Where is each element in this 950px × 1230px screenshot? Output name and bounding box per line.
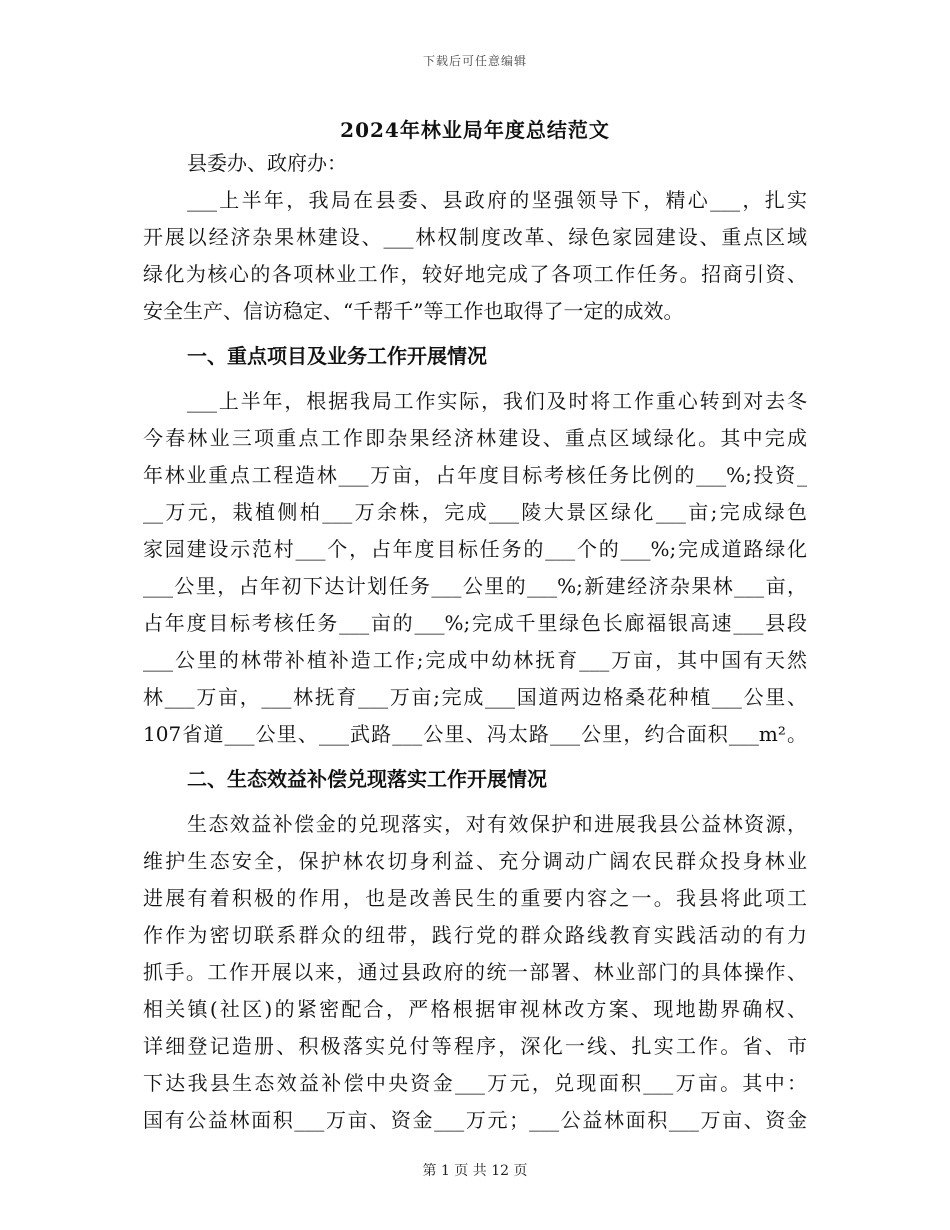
paragraph-line: 开展以经济杂果林建设、___林权制度改革、绿色家园建设、重点区域: [143, 225, 807, 249]
paragraph-line: 进展有着积极的作用，也是改善民生的重要内容之一。我县将此项工: [143, 886, 807, 910]
paragraph-line: 国有公益林面积___万亩、资金___万元；___公益林面积___万亩、资金: [143, 1108, 807, 1132]
paragraph-line: 占年度目标考核任务___亩的___%;完成千里绿色长廊福银高速___县段: [143, 611, 807, 635]
document-title: 2024年林业局年度总结范文: [340, 118, 610, 142]
paragraph-line: 家园建设示范村___个，占年度目标任务的___个的___%;完成道路绿化: [143, 537, 807, 561]
paragraph-line: 抓手。工作开展以来，通过县政府的统一部署、林业部门的具体操作、: [143, 960, 807, 984]
paragraph-line: 年林业重点工程造林___万亩，占年度目标考核任务比例的___%;投资_: [143, 463, 807, 487]
page-header-note: 下载后可任意编辑: [422, 54, 527, 68]
paragraph-line: 相关镇(社区)的紧密配合，严格根据审视林改方案、现地勘界确权、: [143, 997, 807, 1021]
paragraph-line: 今春林业三项重点工作即杂果经济林建设、重点区域绿化。其中完成: [143, 426, 807, 450]
paragraph-line: 详细登记造册、积极落实兑付等程序，深化一线、扎实工作。省、市: [143, 1034, 807, 1058]
paragraph-line: 作作为密切联系群众的纽带，践行党的群众路线教育实践活动的有力: [143, 923, 807, 947]
page-number: 第 1 页 共 12 页: [422, 1163, 528, 1179]
paragraph-line: 107省道___公里、___武路___公里、冯太路___公里，约合面积___m²。: [143, 722, 807, 746]
section-heading: 二、生态效益补偿兑现落实工作开展情况: [187, 767, 547, 791]
paragraph-line: __万元，栽植侧柏___万余株，完成___陵大景区绿化___亩;完成绿色: [143, 500, 807, 524]
paragraph-line: 生态效益补偿金的兑现落实，对有效保护和进展我县公益林资源，: [187, 812, 807, 836]
paragraph-line: ___上半年，根据我局工作实际，我们及时将工作重心转到对去冬: [187, 389, 807, 413]
paragraph-line: 林___万亩，___林抚育___万亩;完成___国道两边格桑花种植___公里、: [143, 685, 807, 709]
section-heading: 一、重点项目及业务工作开展情况: [187, 344, 487, 368]
paragraph-line: 绿化为核心的各项林业工作，较好地完成了各项工作任务。招商引资、: [143, 262, 807, 286]
paragraph-line: ___上半年，我局在县委、县政府的坚强领导下，精心___，扎实: [187, 188, 807, 212]
salutation: 县委办、政府办：: [187, 151, 347, 175]
document-body: [143, 145, 807, 1139]
paragraph-line: 维护生态安全，保护林农切身利益、充分调动广阔农民群众投身林业: [143, 849, 807, 873]
paragraph-line: 下达我县生态效益补偿中央资金___万元，兑现面积___万亩。其中：: [143, 1071, 807, 1095]
paragraph-line: ___公里，占年初下达计划任务___公里的___%;新建经济杂果林___亩，: [143, 574, 807, 598]
paragraph-line: ___公里的林带补植补造工作;完成中幼林抚育___万亩，其中国有天然: [143, 648, 807, 672]
paragraph-line: 安全生产、信访稳定、“千帮千”等工作也取得了一定的成效。: [143, 299, 684, 323]
